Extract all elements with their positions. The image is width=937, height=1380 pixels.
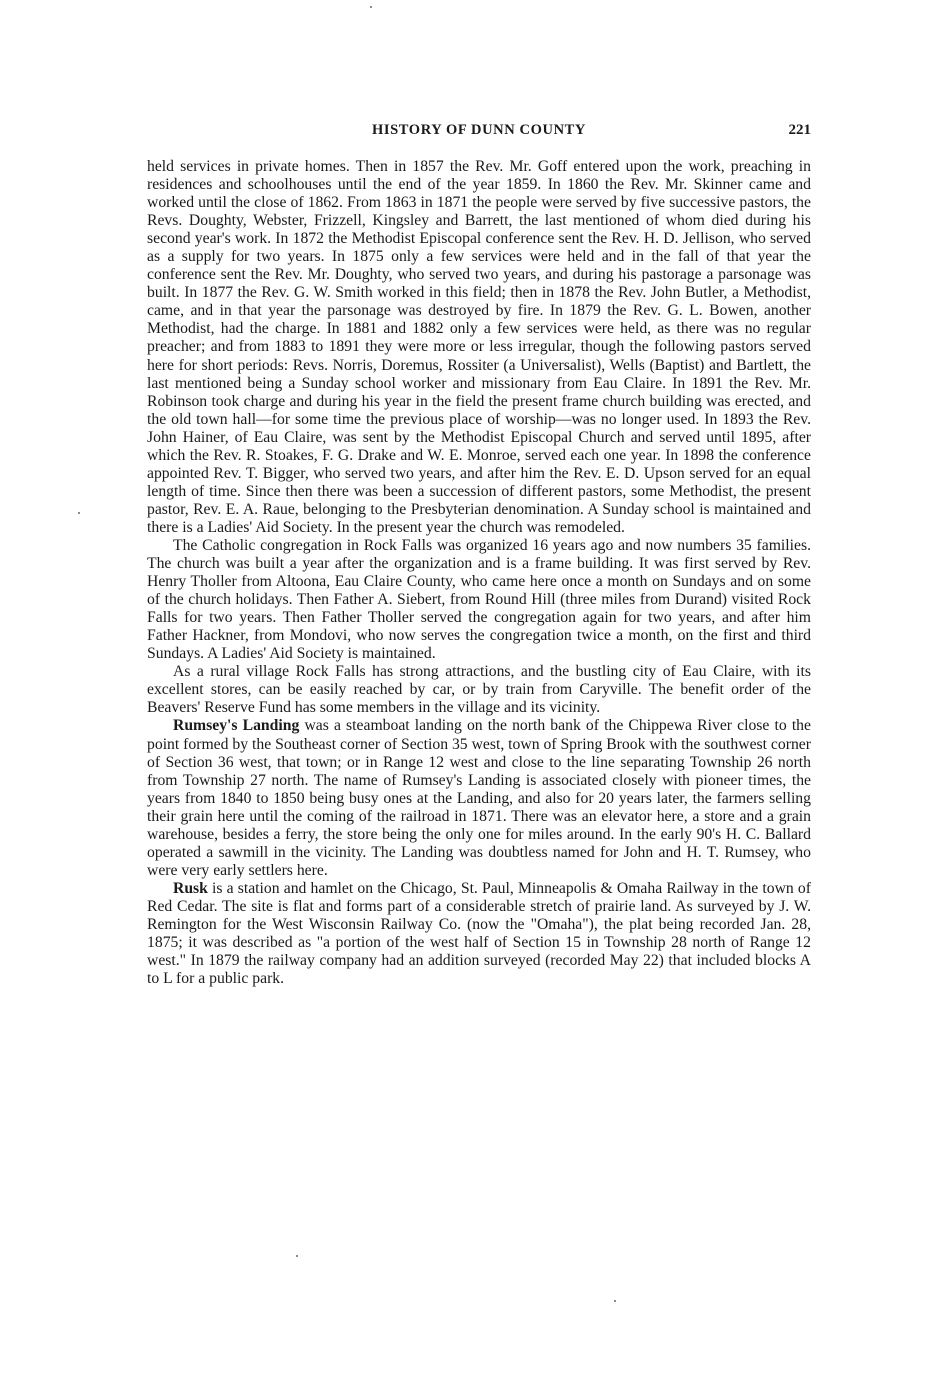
paragraph-lead: Rumsey's Landing: [173, 717, 300, 735]
scan-speck: [296, 1255, 298, 1257]
scan-speck: [370, 6, 372, 8]
paragraph-catholic-congregation: [147, 537, 811, 663]
paragraph-lead: Rusk: [173, 879, 208, 897]
scan-speck: [614, 1300, 616, 1302]
paragraph-text: is a station and hamlet on the Chicago, St. Paul, Minneapolis & Omaha Railway in the town of Red Cedar. The site is flat and forms part of a considerable stretch of prairie land. As surveyed by J. W. Remington for the West Wisconsin Railway Co. (now the "Omaha"), the plat being recorded Jan. 28, 1875; it was described as "a portion of the west half of Section 15 in Township 28 north of Range 12 west." In 1879 the railway company had an addition surveyed (recorded May 22) that included blocks A to L for a public park.: [147, 879, 811, 988]
paragraph-text: was a steamboat landing on the north bank of the Chippewa River close to the point formed by the Southeast corner of Section 35 west, town of Spring Brook with the southwest corner of Section 36 west, that town; or in Range 12 west and close to the line separating Township 26 north from Township 27 north. The name of Rumsey's Landing is associated closely with pioneer times, the years from 1840 to 1850 being busy ones at the Landing, and also for 20 years later, the farmers selling their grain here until the coming of the railroad in 1871. There was an elevator here, a store and a grain warehouse, besides a ferry, the store being the only one for miles around. In the early 90's H. C. Ballard operated a sawmill in the vicinity. The Landing was doubtless named for John and H. T. Rumsey, who were very early settlers here.: [147, 717, 811, 879]
body-text: [147, 158, 811, 988]
scan-speck: [78, 512, 80, 514]
running-head: [147, 122, 811, 142]
paragraph-text: held services in private homes. Then in 1857 the Rev. Mr. Goff entered upon the work, preaching in residences and schoolhouses until the end of the year 1859. In 1860 the Rev. Mr. Skinner came and worked until the close of 1862. From 1863 in 1871 the people were served by five successive pastors, the Revs. Doughty, Webster, Frizzell, Kingsley and Barrett, the last mentioned of whom died during his second year's work. In 1872 the Methodist Episcopal conference sent the Rev. H. D. Jellison, who served as a supply for two years. In 1875 only a few services were held and in the fall of that year the conference sent the Rev. Mr. Doughty, who served two years, and during his pastorage a parsonage was built. In 1877 the Rev. G. W. Smith worked in this field; then in 1878 the Rev. John Butler, a Methodist, came, and in that year the parsonage was destroyed by fire. In 1879 the Rev. G. L. Bowen, another Methodist, had the charge. In 1881 and 1882 only a few services were held, as there was no regular preacher; and from 1883 to 1891 they were more or less irregular, though the following pastors served here for short periods: Revs. Norris, Doremus, Rossiter (a Universalist), Wells (Baptist) and Bartlett, the last mentioned being a Sunday school worker and missionary from Eau Claire. In 1891 the Rev. Mr. Robinson took charge and during his year in the field the present frame church building was erected, and the old town hall—for some time the previous place of worship—was no longer used. In 1893 the Rev. John Hainer, of Eau Claire, was sent by the Methodist Episcopal Church and served until 1895, after which the Rev. R. Stoakes, F. G. Drake and W. E. Monroe, served each one year. In 1898 the conference appointed Rev. T. Bigger, who served two years, and after him the Rev. E. D. Upson served for an equal length of time. Since then there was been a succession of different pastors, some Methodist, the present pastor, Rev. E. A. Raue, belonging to the Presbyterian denomination. A Sunday school is maintained and there is a Ladies' Aid Society. In the present year the church was remodeled.: [147, 158, 811, 536]
paragraph-rumseys-landing: [147, 717, 811, 879]
running-title: HISTORY OF DUNN COUNTY: [372, 122, 586, 138]
paragraph-rural-village: [147, 663, 811, 717]
paragraph-text: The Catholic congregation in Rock Falls was organized 16 years ago and now numbers 35 families. The church was built a year after the organization and is a frame building. It was first served by Rev. Henry Tholler from Altoona, Eau Claire County, who came here once a month on Sundays and on some of the church holidays. Then Father A. Siebert, from Round Hill (three miles from Durand) visited Rock Falls for two years. Then Father Tholler served the congregation again for two years, and after him Father Hackner, from Mondovi, who now serves the congregation twice a month, on the first and third Sundays. A Ladies' Aid Society is maintained.: [147, 536, 811, 663]
paragraph-text: As a rural village Rock Falls has strong attractions, and the bustling city of Eau Claire, with its excellent stores, can be easily reached by car, or by train from Caryville. The benefit order of the Beavers' Reserve Fund has some members in the village and its vicinity.: [147, 663, 811, 717]
page-number: 221: [788, 122, 811, 138]
paragraph-rusk: [147, 880, 811, 988]
paragraph-methodist-pastors: [147, 158, 811, 537]
